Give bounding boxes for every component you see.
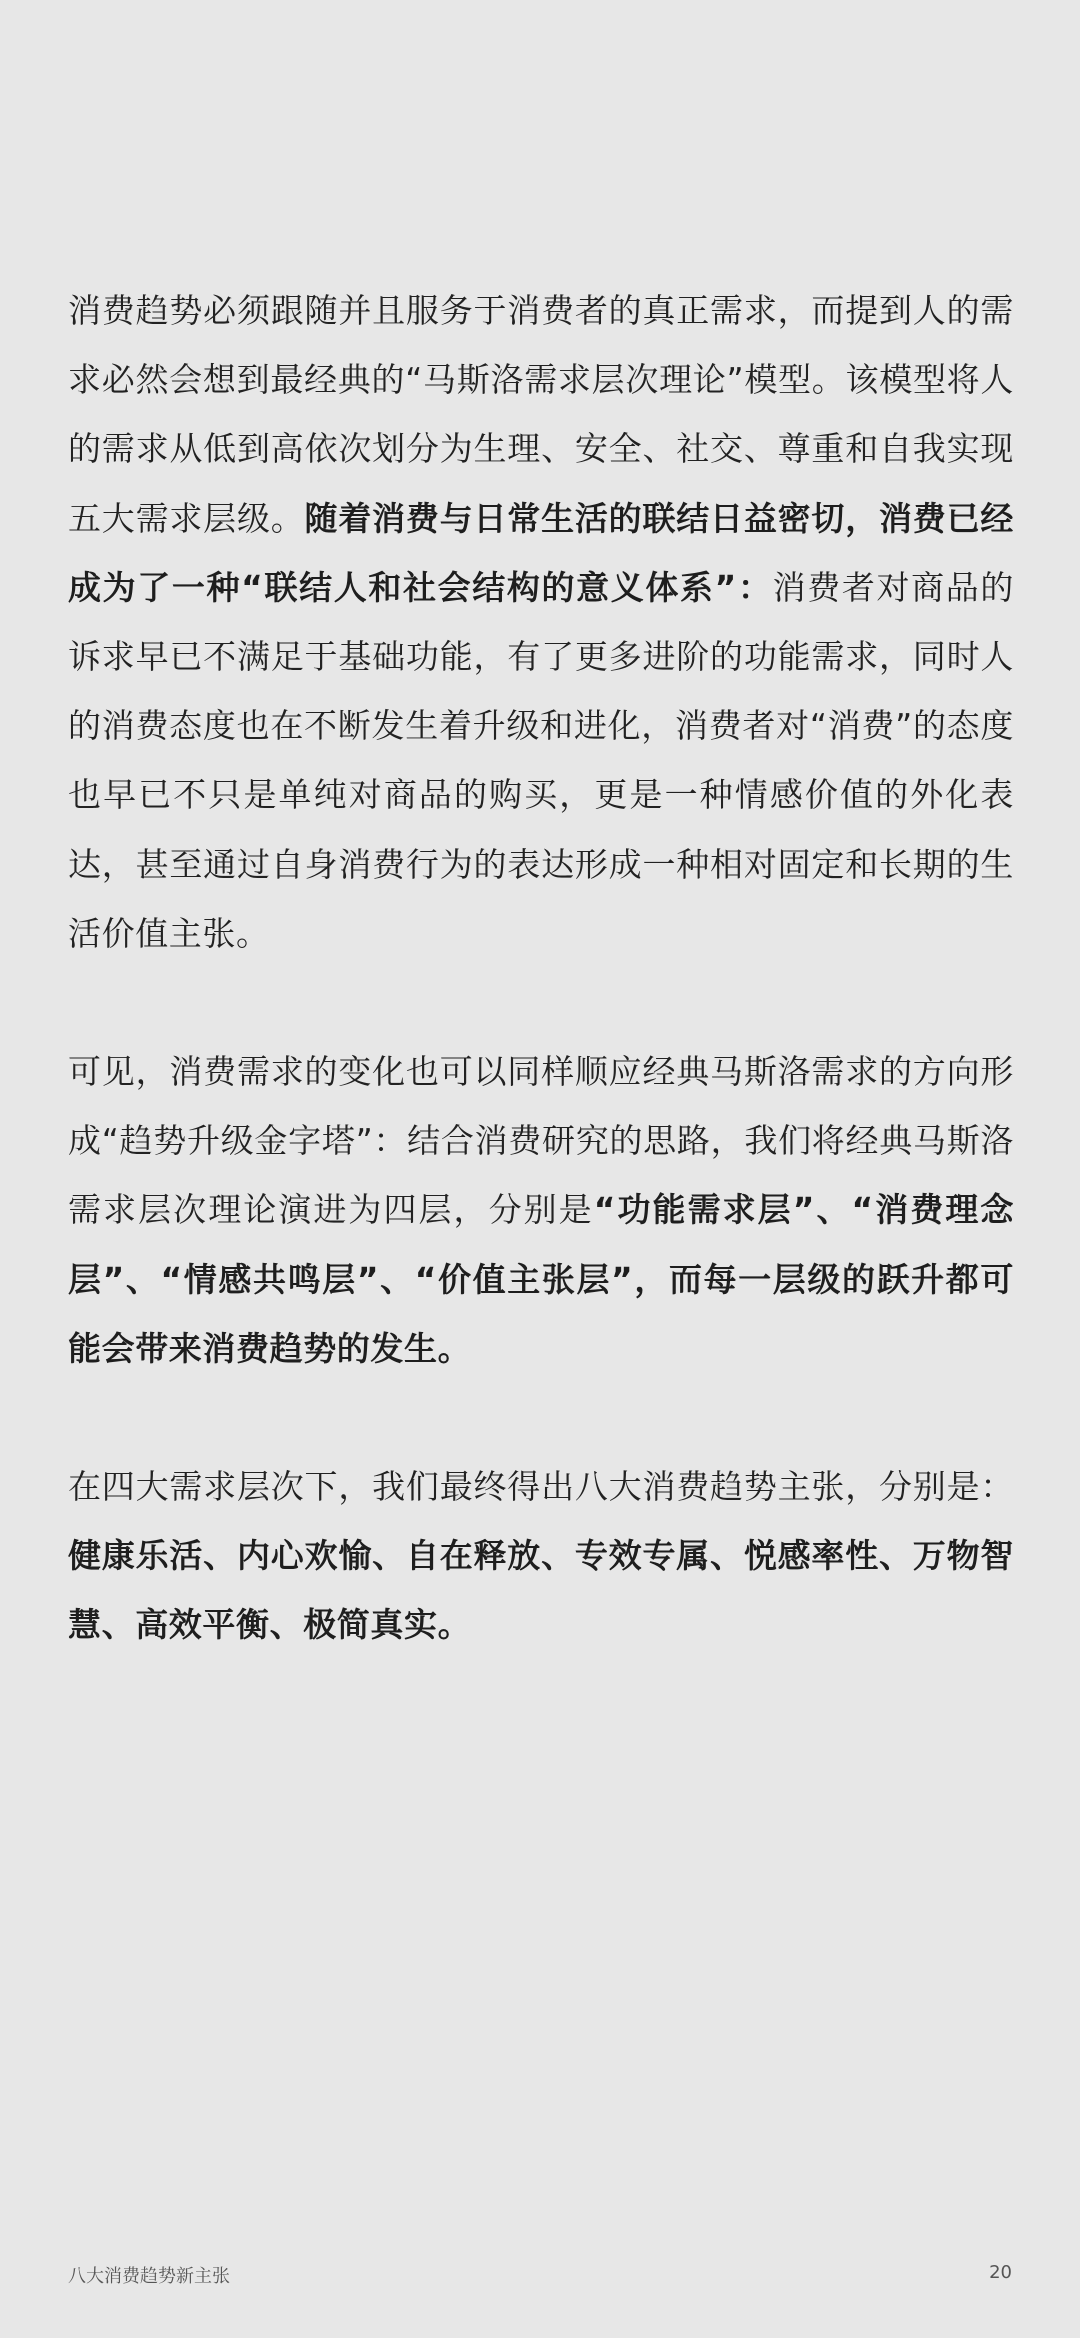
paragraph-spacer	[68, 1383, 1014, 1452]
article-body	[68, 276, 1014, 1660]
page-number: 20	[989, 2262, 1012, 2283]
footer-title: 八大消费趋势新主张	[68, 2266, 230, 2287]
paragraph-text: 消费者对商品的诉求早已不满足于基础功能，有了更多进阶的功能需求，同时人的消费态度也在不断发生着升级和进化，消费者对“消费”的态度也早已不只是单纯对商品的购买，更是一种情感价值的外化表达，甚至通过自身消费行为的表达形成一种相对固定和长期的生活价值主张。	[68, 567, 1014, 953]
paragraph-eight-trends	[68, 1452, 1014, 1660]
emphasis-text: 健康乐活、内心欢愉、自在释放、专效专属、悦感率性、万物智慧、高效平衡、极简真实。	[68, 1536, 1014, 1645]
paragraph-maslow-intro	[68, 276, 1014, 968]
page-footer	[68, 2262, 1012, 2288]
emphasis-text: 随着消费与日常生活的联结日益密切，消费已经成为了一种“联结人和社会结构的意义体系”：	[68, 498, 1014, 607]
paragraph-text: 可见，消费需求的变化也可以同样顺应经典马斯洛需求的方向形成“趋势升级金字塔”：结合消费研究的思路，我们将经典马斯洛需求层次理论演进为四层，分别是	[68, 1052, 1014, 1230]
emphasis-text: “功能需求层”、“消费理念层”、“情感共鸣层”、“价值主张层”，而每一层级的跃升都可能会带来消费趋势的发生。	[68, 1190, 1015, 1368]
paragraph-text: 消费趋势必须跟随并且服务于消费者的真正需求，而提到人的需求必然会想到最经典的“马斯洛需求层次理论”模型。该模型将人的需求从低到高依次划分为生理、安全、社交、尊重和自我实现五大需求层级。	[68, 291, 1014, 538]
paragraph-text: 在四大需求层次下，我们最终得出八大消费趋势主张，分别是：	[68, 1467, 1014, 1507]
paragraph-spacer	[68, 968, 1014, 1037]
paragraph-trend-pyramid	[68, 1037, 1014, 1383]
